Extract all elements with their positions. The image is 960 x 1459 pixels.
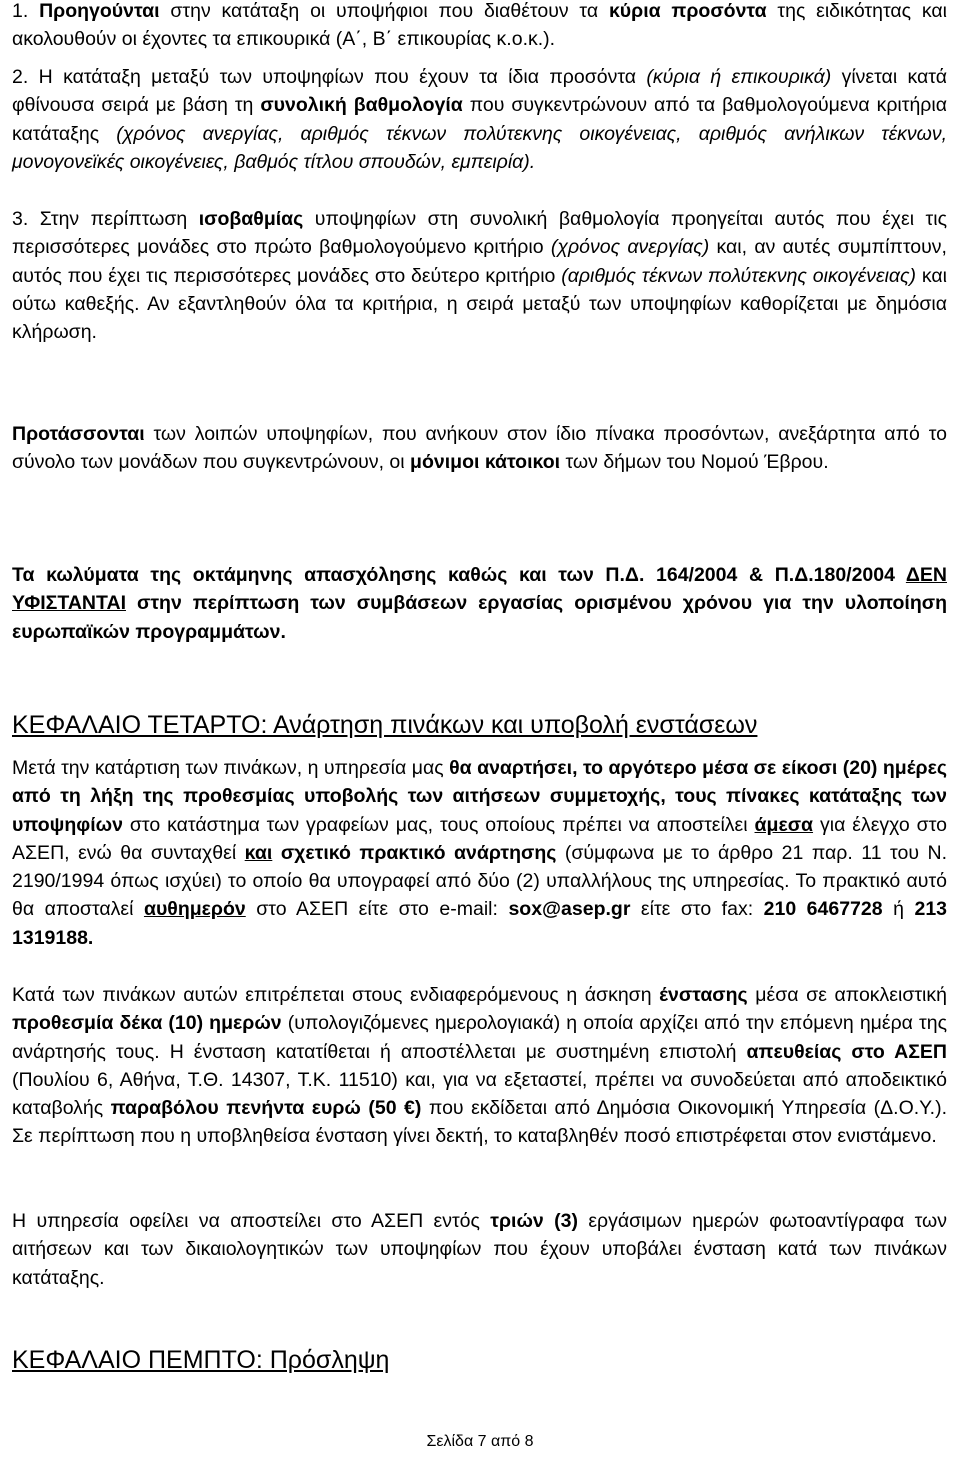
list-number: 1. bbox=[12, 0, 29, 22]
ranking-rule-2: 2. Η κατάταξη μεταξύ των υποψηφίων που έχουν τα ίδια προσόντα (κύρια ή επικουρικά) γίνεται κατά φθίνουσα σειρά με βάση τη συνολική βαθμολογία που συγκεντρώνουν από τα βαθμολογούμενα κριτήρια κατάταξης (χρόνος ανεργίας, αριθμός τέκνων πολύτεκνης οικογένειας, αριθμός ανήλικων τέκνων, μονογονεϊκές οικογένειες, βαθμός τίτλου σπουδών, εμπειρία). bbox=[12, 66, 947, 173]
list-number: 2. bbox=[12, 66, 29, 88]
list-number: 3. bbox=[12, 208, 29, 230]
email-address: sox@asep.gr bbox=[508, 898, 631, 921]
fax-number-1: 210 6467728 bbox=[763, 898, 883, 921]
fax-number-2: 213 1319188. bbox=[12, 898, 948, 949]
exemption-note: Τα κωλύματα της οκτάμηνης απασχόλησης καθώς και των Π.Δ. 164/2004 & Π.Δ.180/2004 ΔΕΝ ΥΦΙΣΤΑΝΤΑΙ στην περίπτωση των συμβάσεων εργασίας ορισμένου χρόνου για την υλοποίηση ευρωπαϊκών προγραμμάτων. bbox=[12, 564, 947, 643]
chapter-four-paragraph-1: Μετά την κατάρτιση των πινάκων, η υπηρεσία μας θα αναρτήσει, το αργότερο μέσα σε είκοσι (20) ημέρες από τη λήξη της προθεσμίας υποβολής των αιτήσεων συμμετοχής, τους πίνακες κατάταξης των υποψηφίων στο κατάστημα των γραφείων μας, τους οποίους πρέπει να αποστείλει άμεσα για έλεγχο στο ΑΣΕΠ, ενώ θα συνταχθεί και σχετικό πρακτικό ανάρτησης (σύμφωνα με το άρθρο 21 παρ. 11 του Ν. 2190/1994 όπως ισχύει) το οποίο θα υπογραφεί από δύο (2) υπαλλήλους της υπηρεσίας. Το πρακτικό αυτό θα αποσταλεί αυθημερόν στο ΑΣΕΠ είτε στο e-mail: sox@asep.gr είτε στο fax: 210 6467728 ή 213 1319188. bbox=[12, 757, 948, 949]
priority-paragraph: Προτάσσονται των λοιπών υποψηφίων, που ανήκουν στον ίδιο πίνακα προσόντων, ανεξάρτητα από το σύνολο των μονάδων που συγκεντρώνουν, οι μόνιμοι κάτοικοι των δήμων του Νομού Έβρου. bbox=[12, 423, 947, 474]
chapter-four-heading: ΚΕΦΑΛΑΙΟ ΤΕΤΑΡΤΟ: Ανάρτηση πινάκων και υποβολή ενστάσεων bbox=[12, 711, 758, 739]
page-number: Σελίδα 7 από 8 bbox=[426, 1433, 534, 1450]
ranking-rule-3: 3. Στην περίπτωση ισοβαθμίας υποψηφίων στη συνολική βαθμολογία προηγείται αυτός που έχει τις περισσότερες μονάδες στο πρώτο βαθμολογούμενο κριτήριο (χρόνος ανεργίας) και, αν αυτές συμπίπτουν, αυτός που έχει τις περισσότερες μονάδες στο δεύτερο κριτήριο (αριθμός τέκνων πολύτεκνης οικογένειας) και ούτω καθεξής. Αν εξαντληθούν όλα τα κριτήρια, η σειρά μεταξύ των υποψηφίων καθορίζεται με δημόσια κλήρωση. bbox=[12, 208, 947, 344]
chapter-four-paragraph-3: Η υπηρεσία οφείλει να αποστείλει στο ΑΣΕΠ εντός τριών (3) εργάσιμων ημερών φωτοαντίγραφα των αιτήσεων και των δικαιολογητικών των υποψηφίων που έχουν υποβάλει ένσταση κατά των πινάκων κατάταξης. bbox=[12, 1210, 947, 1289]
chapter-five-heading: ΚΕΦΑΛΑΙΟ ΠΕΜΠΤΟ: Πρόσληψη bbox=[12, 1346, 390, 1374]
ranking-rule-1: 1. Προηγούνται στην κατάταξη οι υποψήφιοι που διαθέτουν τα κύρια προσόντα της ειδικότητας και ακολουθούν οι έχοντες τα επικουρικά (Α΄, Β΄ επικουρίας κ.ο.κ.). bbox=[12, 0, 948, 51]
chapter-four-paragraph-2: Κατά των πινάκων αυτών επιτρέπεται στους ενδιαφερόμενους η άσκηση ένστασης μέσα σε αποκλειστική προθεσμία δέκα (10) ημερών (υπολογιζόμενες ημερολογιακά) η οποία αρχίζει από την επόμενη ημέρα της ανάρτησής τους. Η ένσταση κατατίθεται ή αποστέλλεται με συστημένη επιστολή απευθείας στο ΑΣΕΠ (Πουλίου 6, Αθήνα, Τ.Θ. 14307, Τ.Κ. 11510) και, για να εξεταστεί, πρέπει να συνοδεύεται από αποδεικτικό καταβολής παραβόλου πενήντα ευρώ (50 €) που εκδίδεται από Δημόσια Οικονομική Υπηρεσία (Δ.Ο.Υ.). Σε περίπτωση που η υποβληθείσα ένσταση γίνει δεκτή, το καταβληθέν ποσό επιστρέφεται στον ενιστάμενο. bbox=[12, 984, 948, 1148]
